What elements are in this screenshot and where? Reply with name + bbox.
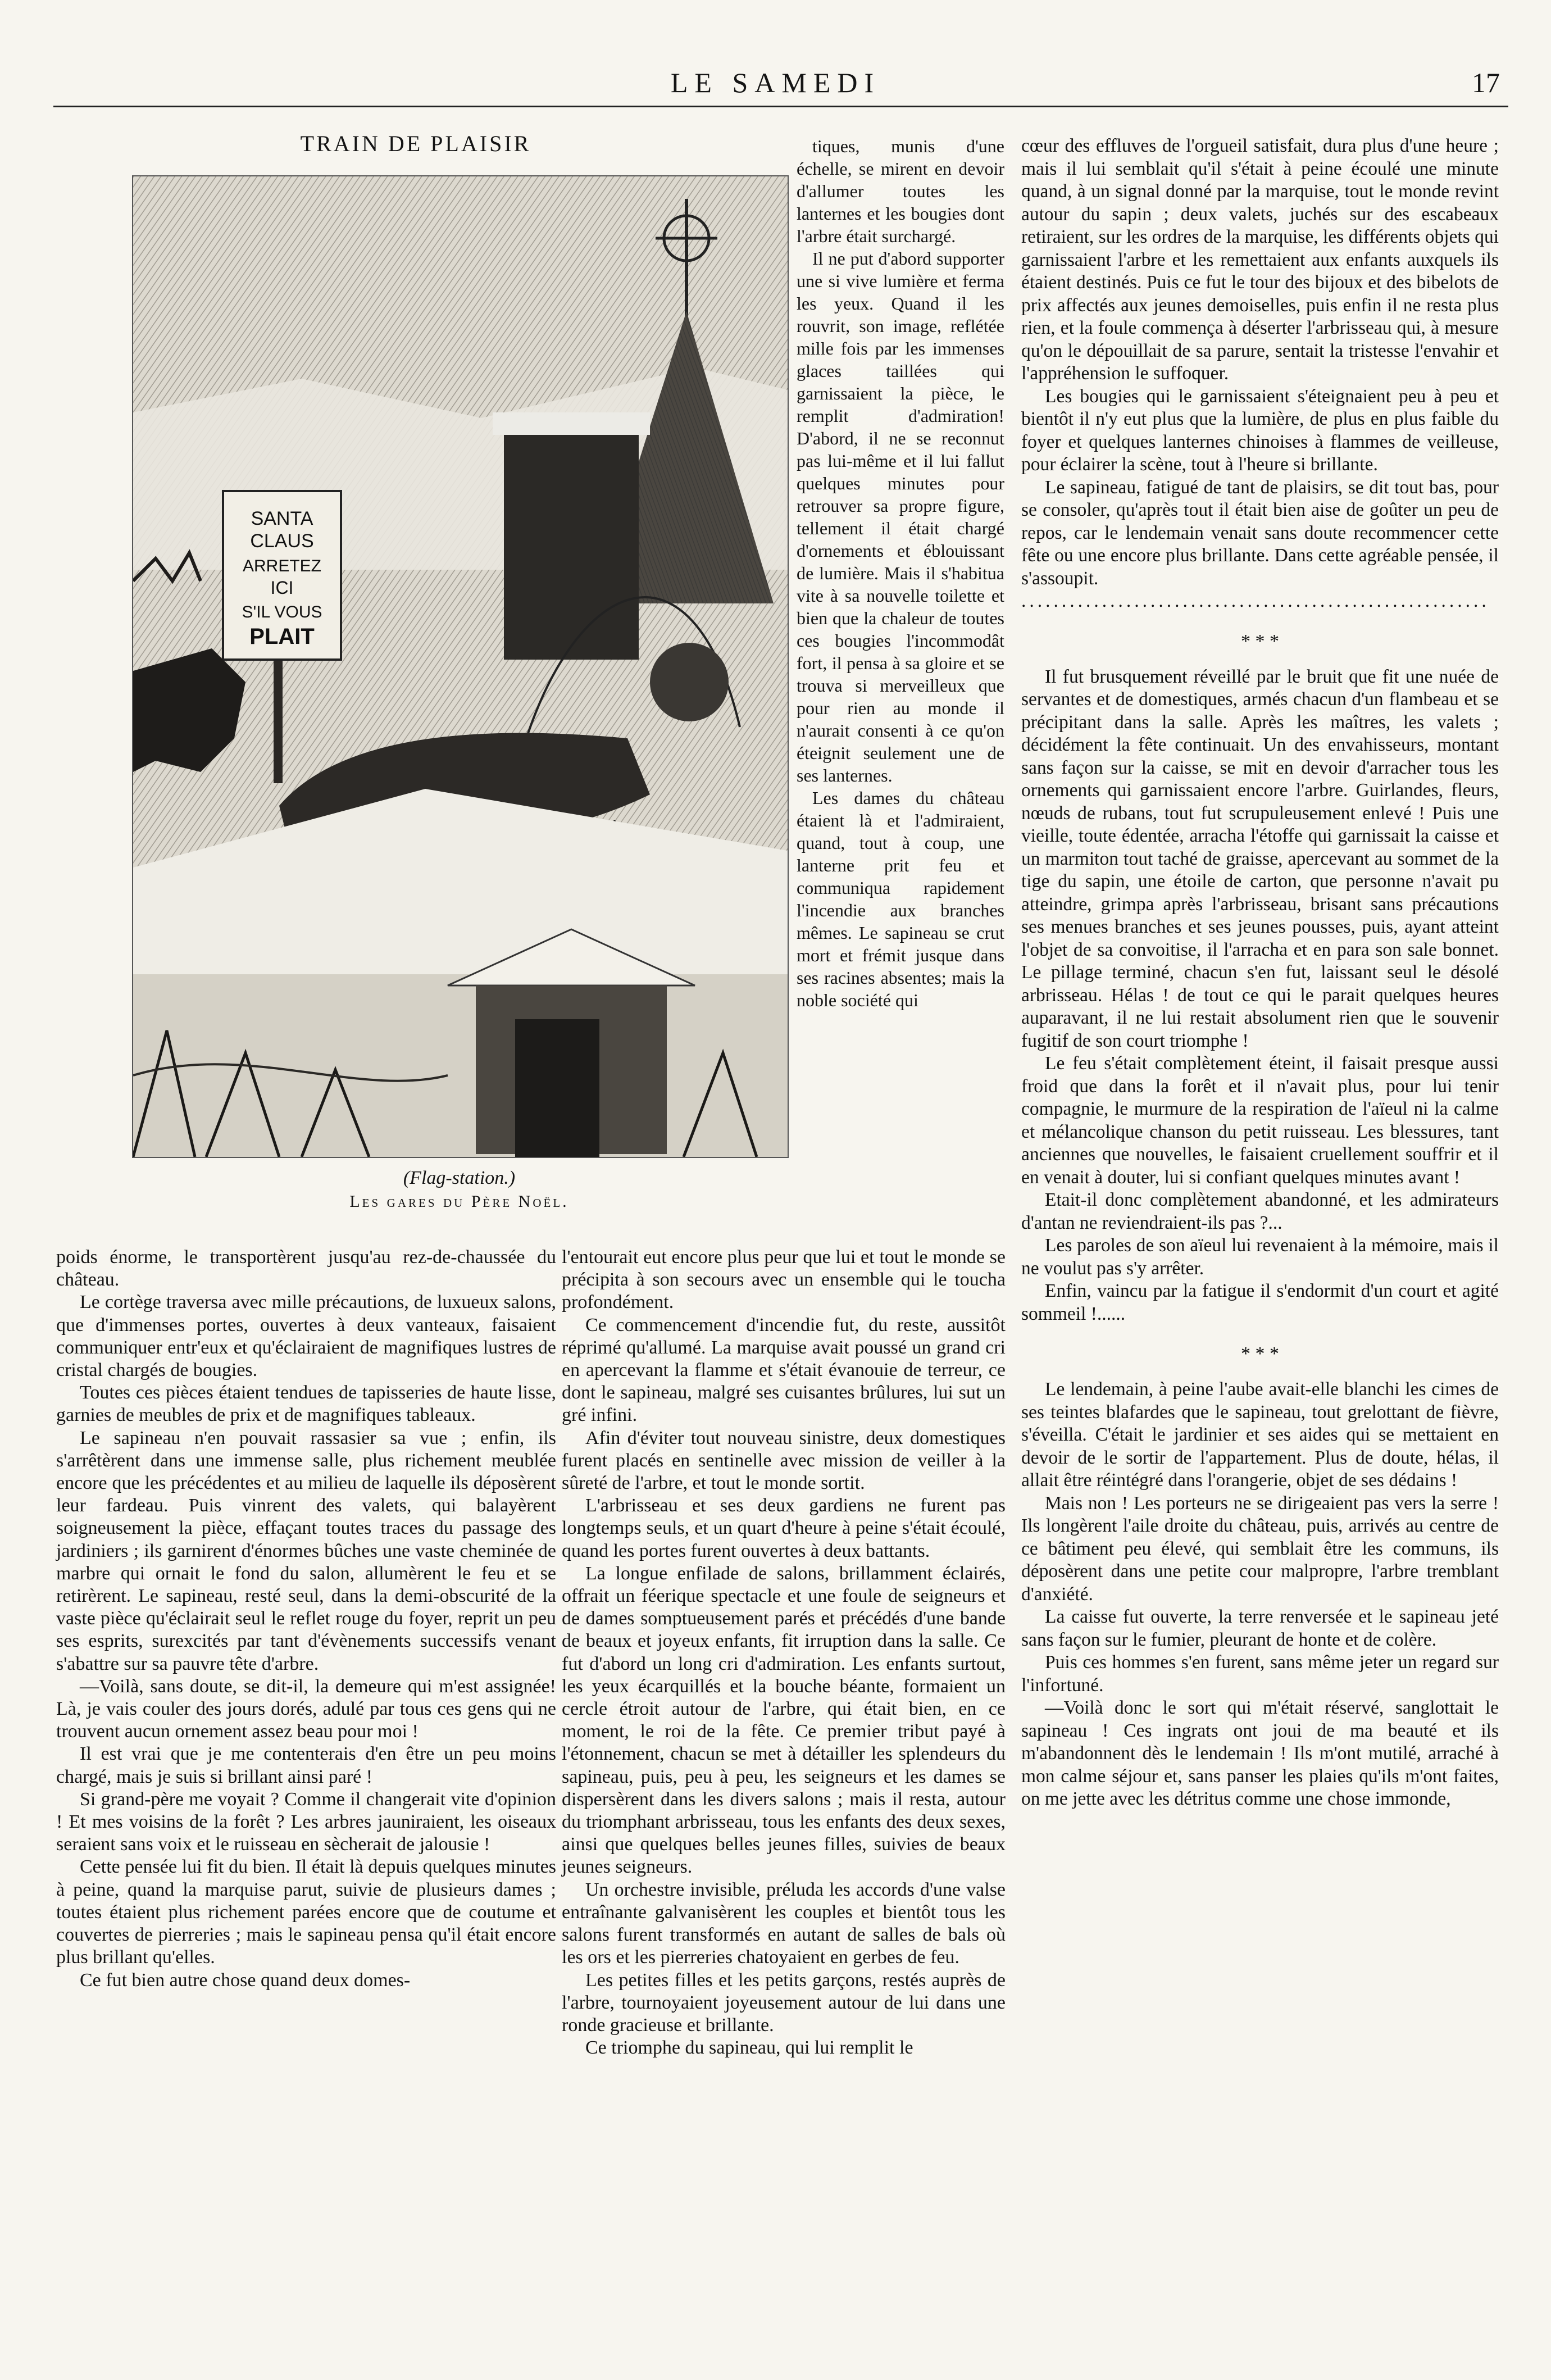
sign-line: ICI <box>270 578 294 598</box>
paragraph: Un orchestre invisible, préluda les accords d'une valse entraînante galvanisèrent les couples et bientôt tous les salons furent transformés en autant de salles de bals où les ors et les pierreries chatoyaient en gerbes de feu. <box>562 1879 1006 1968</box>
paragraph: Le feu s'était complètement éteint, il faisait presque aussi froid que dans la forêt et il n'avait plus, pour lui tenir compagnie, le murmure de la respiration de l'aïeul ni la calme et mélancolique chanson du petit ruisseau. Les blessures, tant anciennes que nouvelles, le faisaient cruellement souffrir et il en venait à douter, lui si confiant quelques minutes avant ! <box>1021 1053 1499 1188</box>
paragraph: Ce fut bien autre chose quand deux domes- <box>80 1969 411 1991</box>
asterism-separator: * * * <box>1241 1343 1279 1364</box>
paragraph: Si grand-père me voyait ? Comme il changerait vite d'opinion ! Et mes voisins de la forêt ? Les arbres jauniraient, les oiseaux seraient sans voix et le ruisseau en sècherait de jalousie ! <box>56 1788 556 1855</box>
paragraph: L'arbrisseau et ses deux gardiens ne furent pas longtemps seuls, et un quart d'heure à peine s'était écoulé, quand les portes furent ouvertes à deux battants. <box>562 1495 1006 1561</box>
paragraph: Afin d'éviter tout nouveau sinistre, deux domestiques furent placés en sentinelle avec mission de veiller à la sûreté de l'arbre, et tout le monde sortit. <box>562 1427 1006 1494</box>
paragraph: Puis ces hommes s'en furent, sans même jeter un regard sur l'infortuné. <box>1021 1652 1499 1696</box>
paragraph: Ce commencement d'incendie fut, du reste, aussitôt réprimé qu'allumé. La marquise avait poussé un grand cri en apercevant la flamme et s'était évanouie de terreur, ce dont le sapineau, malgré ses cuisantes brûlures, lui sut un gré infini. <box>562 1314 1006 1426</box>
paragraph: —Voilà, sans doute, se dit-il, la demeure qui m'est assignée! Là, je vais couler des jours dorés, adulé par tous ces gens qui ne trouvent aucun ornement assez beau pour moi ! <box>56 1675 556 1742</box>
engraving-credit: (Flag-station.) <box>403 1168 516 1188</box>
left-column <box>56 1246 556 1992</box>
paragraph: Les dames du château étaient là et l'admiraient, quand, tout à coup, une lanterne prit feu et communiqua rapidement l'incendie aux branches mêmes. Le sapineau se crut mort et frémit jusque dans ses racines absentes; mais la noble société qui <box>797 788 1004 1010</box>
engraving-illustration <box>132 175 789 1158</box>
sign-line: ARRETEZ <box>242 557 322 575</box>
paragraph: Ce triomphe du sapineau, qui lui remplit le <box>585 2037 913 2059</box>
narrow-column-beside-engraving <box>797 135 1004 1011</box>
dotted-separator: .......................................................... <box>1021 591 1490 611</box>
page-number: 17 <box>1472 67 1500 98</box>
paragraph: Il fut brusquement réveillé par le bruit que fit une nuée de servantes et de domestiques, armés chacun d'un flambeau et se précipitant dans la salle. Après les maîtres, les valets ; décidément la fête continuait. Un des envahisseurs, montant sans façon sur la caisse, se mit en devoir d'arracher tous les ornements qui garnissaient encore l'arbre. Guirlandes, fleurs, nœuds de rubans, tout fut scrupuleusement enlevé ! Puis une vieille, toute édentée, arracha l'étoffe qui garnissait la caisse et un marmiton tout taché de graisse, apercevant au sommet de la tige du sapin, une étoile de carton, que personne n'avait pu atteindre, grimpa après l'arbrisseau, brisant sans précautions ses menues branches et ses jeunes pousses, puis, ayant atteint l'objet de sa convoitise, il l'arracha et en para son sale bonnet. Le pillage terminé, chacun s'en fut, laissant seul le désolé arbrisseau. Hélas ! de tout ce qui le parait quelques heures auparavant, il ne lui restait absolument rien que le souvenir fugitif de son court triomphe ! <box>1021 666 1499 1051</box>
asterism-separator: * * * <box>1241 630 1279 652</box>
paragraph: La longue enfilade de salons, brillamment éclairés, offrait un féerique spectacle et une foule de seigneurs et de dames somptueusement parés et précédés d'une bande de beaux et joyeux enfants, fit irruption dans la salle. Ce fut d'abord un long cri d'admiration. Les enfants surtout, les yeux écarquillés et la bouche béante, formaient un cercle étroit autour de l'arbre, qui était bien, en ce moment, le roi de la fête. Ce premier tribut payé à l'étonnement, chacun se met à détailler les splendeurs du sapineau, puis, peu à peu, les seigneurs et les dames se dispersèrent dans les divers salons ; mais il resta, autour du triomphant arbrisseau, tous les enfants des deux sexes, ainsi que quelques belles jeunes filles, suivies de beaux jeunes seigneurs. <box>562 1563 1006 1878</box>
paragraph: cœur des effluves de l'orgueil satisfait, dura plus d'une heure ; mais il lui semblait qu'il s'était à peine écoulé une minute quand, à un signal donné par la marquise, tout le monde revint autour du sapin ; deux valets, juchés sur des escabeaux retiraient, sur les ordres de la marquise, les différents objets qui garnissaient l'arbre et les remettaient aux enfants auxquels ils étaient destinés. Puis ce fut le tour des bijoux et des bibelots de prix affectés aux jeunes demoiselles, puis enfin il ne resta plus rien, et la foule commença à déserter l'arbrisseau qui, à mesure qu'on le dépouillait de sa parure, sentait la tristesse l'envahir et l'appréhension le suffoquer. <box>1021 135 1499 384</box>
sign-line: CLAUS <box>250 530 314 552</box>
paragraph: Il est vrai que je me contenterais d'en être un peu moins chargé, mais je suis si brillant ainsi paré ! <box>56 1743 556 1787</box>
sign-line: SANTA <box>251 508 313 529</box>
sign-line: PLAIT <box>249 624 315 649</box>
paragraph: Les bougies qui le garnissaient s'éteignaient peu à peu et bientôt il n'y eut plus que la lumière, de plus en plus faible du foyer et quelques lanternes chinoises à flammes de veilleuse, pour éclairer la scène, tout à l'heure si brillante. <box>1021 385 1499 475</box>
paragraph: l'entourait eut encore plus peur que lui et tout le monde se précipita à son secours avec un ensemble qui le toucha profondément. <box>562 1247 1006 1313</box>
engraving-caption: Les gares du Père Noël. <box>349 1192 569 1211</box>
paragraph: Le cortège traversa avec mille précautions, de luxueux salons, que d'immenses portes, ouvertes à deux vanteaux, faisaient communiquer entr'eux et qu'éclairaient de magnifiques lustres de cristal chargés de bougies. <box>56 1292 556 1381</box>
right-column <box>1021 135 1499 1811</box>
paragraph: Le sapineau n'en pouvait rassasier sa vue ; enfin, ils s'arrêtèrent dans une immense salle, plus richement meublée encore que les précédentes et au milieu de laquelle ils déposèrent leur fardeau. Puis vinrent des valets, qui balayèrent soigneusement la pièce, effaçant toutes traces du passage des jardiniers ; ils garnirent d'énormes bûches une vaste cheminée de marbre qui ornait le fond du salon, allumèrent le feu et se retirèrent. Le sapineau, resté seul, dans la demi-obscurité de la vaste pièce qu'éclairait seul le reflet rouge du foyer, reprit un peu ses esprits, surexcités par tant d'évènements successifs venant s'abattre sur sa pauvre tête d'arbre. <box>56 1427 556 1674</box>
paragraph: poids énorme, le transportèrent jusqu'au rez-de-chaussée du château. <box>56 1247 556 1291</box>
sign-line: S'IL VOUS <box>242 603 322 621</box>
paragraph: Cette pensée lui fit du bien. Il était là depuis quelques minutes à peine, quand la marquise parut, suivie de plusieurs dames ; toutes étaient plus richement parées encore que de coutume et couvertes de pierreries ; mais le sapineau pensa qu'il était encore plus brillant qu'elles. <box>56 1856 556 1968</box>
engraving-title: TRAIN DE PLAISIR <box>300 131 531 156</box>
paragraph: Le sapineau, fatigué de tant de plaisirs, se dit tout bas, pour se consoler, qu'après tout il était bien aise de goûter un peu de repos, car le lendemain venait sans doute recommencer cette fête ou une encore plus brillante. Dans cette agréable pensée, il s'assoupit. <box>1021 476 1499 589</box>
middle-column <box>562 1246 1006 2059</box>
paragraph: —Voilà donc le sort qui m'était réservé, sanglottait le sapineau ! Ces ingrats ont joui de ma beauté et ils m'abandonnent dès le lendemain ! Ils m'ont mutilé, arraché à mon calme séjour et, sans panser les plaies qu'ils m'ont faites, on me jette avec les détritus comme une chose immonde, <box>1021 1697 1499 1809</box>
paragraph: La caisse fut ouverte, la terre renversée et le sapineau jeté sans façon sur le fumier, pleurant de honte et de colère. <box>1021 1606 1499 1650</box>
paragraph: tiques, munis d'une échelle, se mirent en devoir d'allumer toutes les lanternes et les bougies dont l'arbre était surchargé. <box>797 136 1004 246</box>
paragraph: Les petites filles et les petits garçons, restés auprès de l'arbre, tournoyaient joyeusement autour de lui dans une ronde gracieuse et brillante. <box>562 1969 1006 2036</box>
paragraph: Etait-il donc complètement abandonné, et les admirateurs d'antan ne reviendraient-ils pas ?... <box>1021 1189 1499 1233</box>
paragraph: Le lendemain, à peine l'aube avait-elle blanchi les cimes de ses teintes blafardes que le sapineau, tout grelottant de fièvre, s'éveilla. C'était le jardinier et ses aides qui se mettaient en devoir de le sortir de l'appartement. Plus de doute, hélas, il allait être réintégré dans l'orangerie, objet de ses dédains ! <box>1021 1379 1499 1491</box>
header-rule <box>53 106 1508 107</box>
paragraph: Les paroles de son aïeul lui revenaient à la mémoire, mais il ne voulut pas s'y arrêter. <box>1021 1235 1499 1279</box>
paragraph: Enfin, vaincu par la fatigue il s'endormit d'un court et agité sommeil !...... <box>1021 1280 1499 1324</box>
paragraph: Mais non ! Les porteurs ne se dirigeaient pas vers la serre ! Ils longèrent l'aile droite du château, puis, arrivés au centre de ce bâtiment peu élevé, qui semblait être les communs, ils déposèrent dans une petite cour malpropre, l'arbre tremblant d'anxiété. <box>1021 1492 1499 1605</box>
newspaper-title: LE SAMEDI <box>670 67 881 98</box>
paragraph: Il ne put d'abord supporter une si vive lumière et ferma les yeux. Quand il les rouvrit, son image, reflétée mille fois par les immenses glaces taillées qui garnissaient la pièce, le remplit d'admiration! D'abord, il ne se reconnut pas lui-même et il lui fallut quelques minutes pour retrouver sa propre figure, tellement il était chargé d'ornements et éblouissant de lumière. Mais il s'habitua vite à sa nouvelle toilette et bien que la chaleur de toutes ces bougies l'incommodât fort, il pensa à sa gloire et se trouva si merveilleux que pour rien au monde il n'aurait consenti à ce qu'on éteignit seulement une de ses lanternes. <box>797 248 1004 785</box>
paragraph: Toutes ces pièces étaient tendues de tapisseries de haute lisse, garnies de meubles de prix et de magnifiques tableaux. <box>56 1382 556 1426</box>
